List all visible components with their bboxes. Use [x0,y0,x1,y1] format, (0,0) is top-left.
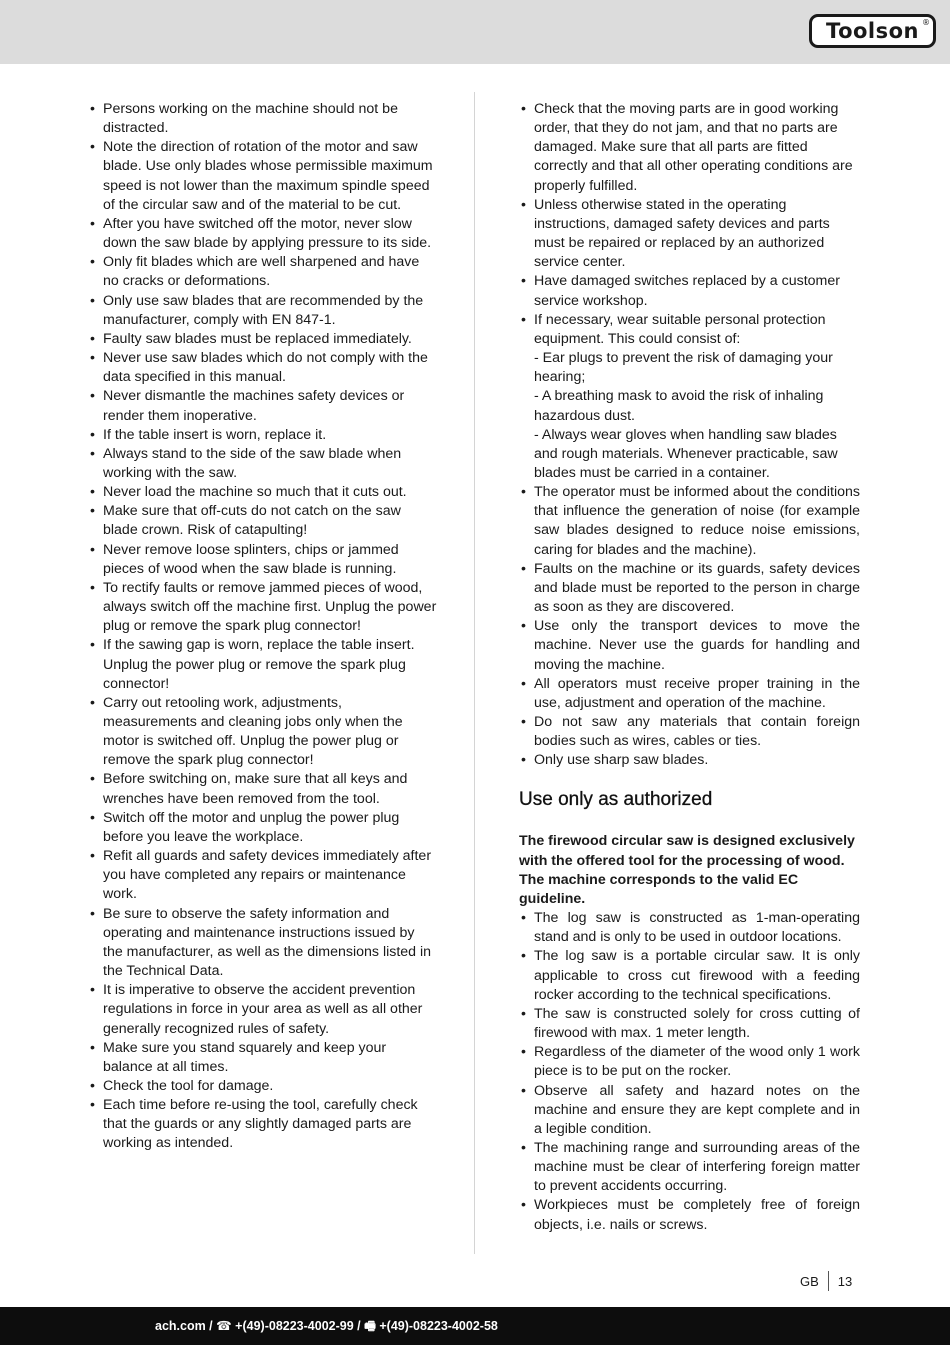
list-item: • Persons working on the machine should not be distracted. [88,100,438,138]
list-item: • Use only the transport devices to move the machine. Never use the guards for handling and moving the machine. [519,617,860,674]
registered-mark: ® [922,18,930,27]
list-item: • Carry out retooling work, adjustments, measurements and cleaning jobs only when the motor is switched off. Unplug the power plug or remove the spark plug connector! [88,694,438,771]
list-item [519,311,860,483]
list-item: • To rectify faults or remove jammed pieces of wood, always switch off the machine first. Unplug the power plug or remove the spark plug connector! [88,579,438,636]
list-item: • Only fit blades which are well sharpened and have no cracks or deformations. [88,253,438,291]
ppe-breathing-mask: - A breathing mask to avoid the risk of inhaling hazardous dust. [534,388,824,424]
list-item: • If the table insert is worn, replace it. [88,426,438,445]
list-item: • Be sure to observe the safety information and operating and maintenance instructions issued by the manufacturer, as well as the dimensions listed in the Technical Data. [88,905,438,982]
list-item: • Observe all safety and hazard notes on the machine and ensure they are kept complete and in a legible condition. [519,1082,860,1139]
list-item: • Unless otherwise stated in the operating instructions, damaged safety devices and parts must be repaired or replaced by an authorized service center. [519,196,860,273]
page-number [800,1271,852,1291]
ppe-gloves: - Always wear gloves when handling saw blades and rough materials. Whenever practicable, saw blades must be carried in a container. [534,426,838,481]
list-item: • Make sure that off-cuts do not catch on the saw blade crown. Risk of catapulting! [88,502,438,540]
page-number-separator [828,1271,829,1291]
list-item: • The saw is constructed solely for cross cutting of firewood with max. 1 meter length. [519,1005,860,1043]
authorized-use-list [519,909,860,1235]
list-item: • Never use saw blades which do not comply with the data specified in this manual. [88,349,438,387]
ppe-intro: If necessary, wear suitable personal protection equipment. This could consist of: [534,311,826,347]
list-item: • Only use saw blades that are recommended by the manufacturer, comply with EN 847-1. [88,292,438,330]
page-number-value: 13 [837,1273,853,1289]
list-item: • Each time before re-using the tool, carefully check that the guards or any slightly damaged parts are working as intended. [88,1096,438,1153]
list-item: • Workpieces must be completely free of foreign objects, i.e. nails or screws. [519,1196,860,1234]
list-item: • Have damaged switches replaced by a customer service workshop. [519,272,860,310]
list-item: • Check the tool for damage. [88,1077,438,1096]
list-item: • The operator must be informed about the conditions that influence the generation of noise (for example saw blades designed to reduce noise emissions, caring for blades and the machine). [519,483,860,560]
right-column [519,100,860,1235]
list-item: • Never dismantle the machines safety devices or render them inoperative. [88,387,438,425]
safety-list-right [519,100,860,311]
list-item: • Regardless of the diameter of the wood only 1 work piece is to be put on the rocker. [519,1043,860,1081]
list-item: • The log saw is constructed as 1-man-operating stand and is only to be used in outdoor locations. [519,909,860,947]
list-item: • Make sure you stand squarely and keep your balance at all times. [88,1039,438,1077]
ppe-list [519,311,860,483]
intended-use-statement: The firewood circular saw is designed exclusively with the offered tool for the processing of wood. [519,833,855,869]
list-item: • Never load the machine so much that it cuts out. [88,483,438,502]
list-item: • It is imperative to observe the accident prevention regulations in force in your area as well as all other generally recognized rules of safety. [88,981,438,1038]
header-band [0,0,950,64]
list-item: • Always stand to the side of the saw blade when working with the saw. [88,445,438,483]
list-item: • All operators must receive proper training in the use, adjustment and operation of the machine. [519,675,860,713]
ppe-ear-plugs: - Ear plugs to prevent the risk of damaging your hearing; [534,350,833,386]
list-item: • Faults on the machine or its guards, safety devices and blade must be reported to the person in charge as soon as they are discovered. [519,560,860,617]
safety-list-left [88,100,438,1154]
list-item: • Faulty saw blades must be replaced immediately. [88,330,438,349]
list-item: • Refit all guards and safety devices immediately after you have completed any repairs or maintenance work. [88,847,438,904]
toolson-logo [809,14,936,48]
column-divider [474,92,475,1254]
list-item: • Do not saw any materials that contain foreign bodies such as wires, cables or ties. [519,713,860,751]
list-item: • Before switching on, make sure that all keys and wrenches have been removed from the tool. [88,770,438,808]
list-item: • Switch off the motor and unplug the power plug before you leave the workplace. [88,809,438,847]
footer-contact: ach.com / ☎ +(49)-08223-4002-99 / 🖷 +(49)-08223-4002-58 [155,1319,498,1333]
list-item: • The log saw is a portable circular saw. It is only applicable to cross cut firewood with a feeding rocker according to the technical specifications. [519,947,860,1004]
list-item: • After you have switched off the motor, never slow down the saw blade by applying pressure to its side. [88,215,438,253]
list-item: • Note the direction of rotation of the motor and saw blade. Use only blades whose permissible maximum speed is not lower than the maximum spindle speed of the circular saw and of the material to be cut. [88,138,438,215]
logo-text: Toolson [826,19,919,43]
list-item: • If the sawing gap is worn, replace the table insert. Unplug the power plug or remove the spark plug connector! [88,636,438,693]
list-item: • Never remove loose splinters, chips or jammed pieces of wood when the saw blade is running. [88,541,438,579]
section-title: Use only as authorized [519,789,713,811]
left-column [88,100,438,1154]
language-code: GB [800,1273,819,1289]
list-item: • The machining range and surrounding areas of the machine must be clear of interfering foreign matter to prevent accidents occurring. [519,1139,860,1196]
list-item: • Check that the moving parts are in good working order, that they do not jam, and that no parts are damaged. Make sure that all parts are fitted correctly and that all other operating conditions are properly fulfilled. [519,100,860,196]
safety-list-right-bottom [519,483,860,770]
list-item: • Only use sharp saw blades. [519,751,860,770]
ec-guideline-statement: The machine corresponds to the valid EC guideline. [519,871,799,907]
